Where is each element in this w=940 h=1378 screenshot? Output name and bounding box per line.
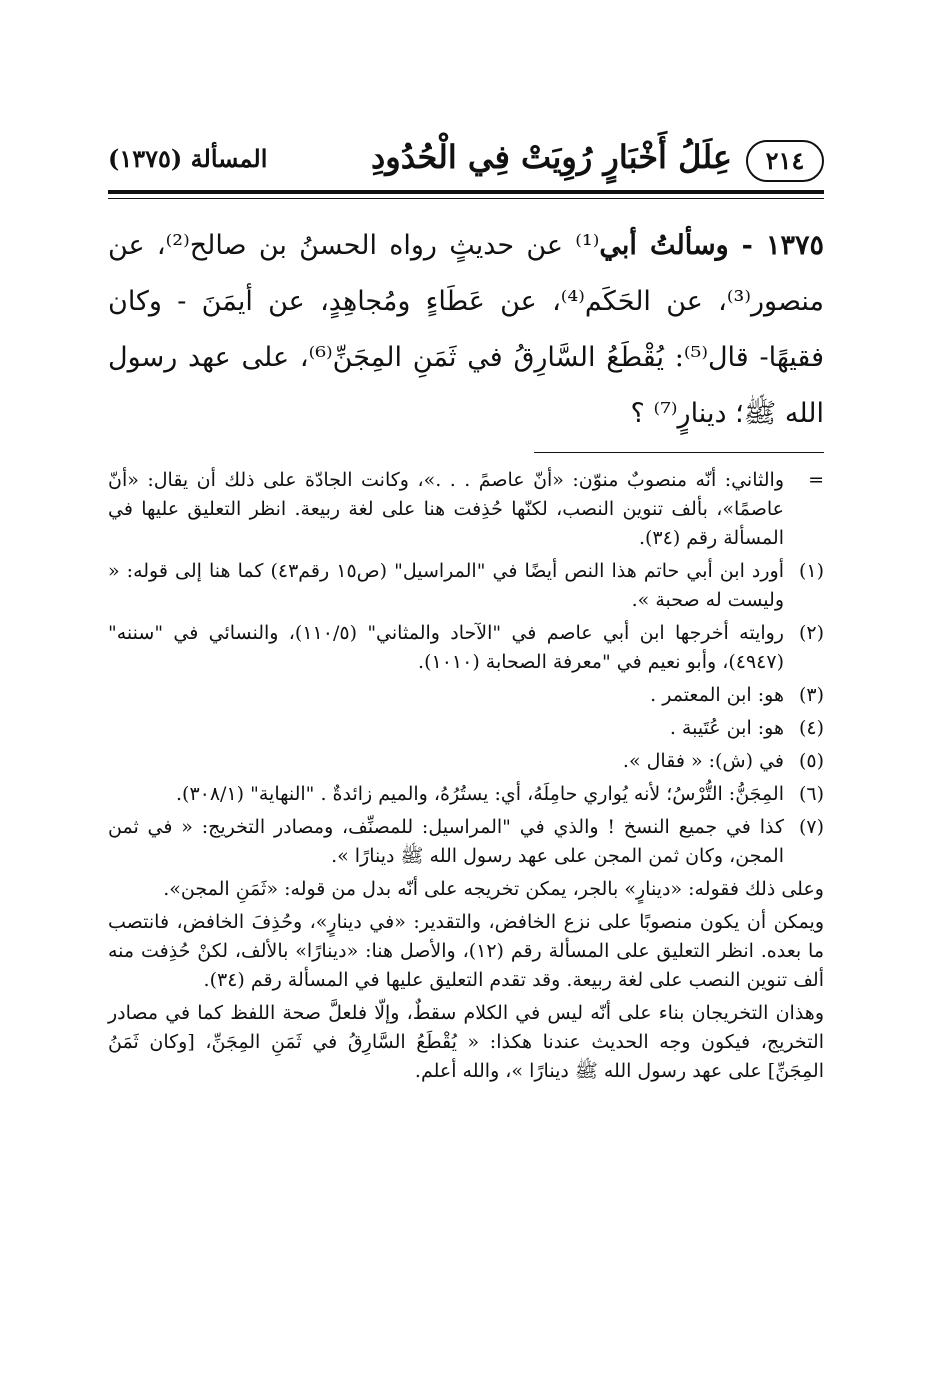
book-title: عِلَلُ أَخْبَارٍ رُوِيَتْ فِي الْحُدُودِ bbox=[370, 138, 732, 176]
footnote-paragraph: وهذان التخريجان بناء على أنّه ليس في الكلام سقطٌ، وإلّا فلعلَّ صحة اللفظ كما في مصادر التخريج، فيكون وجه الحديث عندنا هكذا: « يُقْطَعُ السَّارِقُ في ثَمَنِ المِجَنِّ، [وكان ثَمَنُ المِجَنِّ] على عهد رسول الله ﷺ دينارًا »، والله أعلم. bbox=[108, 1002, 824, 1082]
footnote-paragraph: ويمكن أن يكون منصوبًا على نزع الخافض، والتقدير: «في دينارٍ»، وحُذِفَ الخافض، فانتصب ما بعده. انظر التعليق على المسألة رقم (١٢)، والأصل هنا: «دينارًا» بالألف، لكنْ حُذِفت منه ألف تنوين النصب على لغة ربيعة. وقد تقدم التعليق عليها في المسألة رقم (٣٤). bbox=[108, 911, 824, 991]
footnote-item bbox=[108, 747, 824, 776]
footnote-number: (٢) bbox=[798, 622, 824, 644]
main-text bbox=[108, 218, 824, 442]
question-lead: ١٣٧٥ - وسألتُ أبي bbox=[599, 230, 824, 261]
footnote-item bbox=[108, 813, 824, 871]
footnote-number: (٤) bbox=[798, 717, 824, 739]
footnote-number: (٦) bbox=[798, 783, 824, 805]
footnote-text: والثاني: أنّه منصوبٌ منوّن: «أنّ عاصمً . . .»، وكانت الجادّة على ذلك أن يقال: «أنّ عاصمًا»، بألف تنوين النصب، لكنّها حُذِفت هنا على لغة ربيعة. انظر التعليق عليها في المسألة رقم (٣٤). bbox=[108, 469, 784, 549]
footnote-text: روايته أخرجها ابن أبي عاصم في "الآحاد والمثاني" (١١٠/٥)، والنسائي في "سننه" (٤٩٤٧)، وأبو نعيم في "معرفة الصحابة (١٠١٠). bbox=[108, 622, 784, 673]
footnote-text: هو: ابن المعتمر . bbox=[650, 684, 784, 706]
footnote-item bbox=[108, 681, 824, 710]
footnote-number: (٥) bbox=[798, 750, 824, 772]
footnote-item bbox=[108, 619, 824, 677]
footnote-number: (١) bbox=[798, 560, 824, 582]
main-paragraph bbox=[108, 218, 824, 442]
footnote-text: أورد ابن أبي حاتم هذا النص أيضًا في "المراسيل" (ص١٥ رقم٤٣) كما هنا إلى قوله: « وليست له صحبة ». bbox=[108, 560, 784, 611]
footnote-number: (٣) bbox=[798, 684, 824, 706]
footnote-item bbox=[108, 714, 824, 743]
continuation-mark: = bbox=[808, 469, 824, 491]
footnote-text: في (ش): « فقال ». bbox=[622, 750, 784, 772]
page-number: ٢١٤ bbox=[746, 140, 824, 182]
footnote-continuation bbox=[108, 466, 824, 553]
footnote-item bbox=[108, 557, 824, 615]
section-label: المسألة (١٣٧٥) bbox=[108, 144, 268, 173]
footnote-text: كذا في جميع النسخ ! والذي في "المراسيل: للمصنِّف، ومصادر التخريج: « في ثمن المجن، وكان ثمن المجن على عهد رسول الله ﷺ دينارًا ». bbox=[108, 816, 784, 867]
footnote-item bbox=[108, 780, 824, 809]
footnote-separator bbox=[534, 452, 824, 453]
question-body: ⁽¹⁾ عن حديثٍ رواه الحسنُ بن صالح⁽²⁾، عن منصور⁽³⁾، عن الحَكَم⁽⁴⁾، عن عَطَاءٍ ومُجاهِدٍ، عن أيمَنَ - وكان فقيهًا- قال⁽⁵⁾: يُقْطَعُ السَّارِقُ في ثَمَنِ المِجَنِّ⁽⁶⁾، على عهد رسول الله ﷺ؛ دينارٍ⁽⁷⁾ ؟ bbox=[108, 230, 824, 429]
footnote-text: المِجَنُّ: التُّرْسُ؛ لأنه يُواري حامِلَهُ، أي: يستُرُهُ، والميم زائدةٌ . "النهاية" (٣٠٨/١). bbox=[175, 783, 784, 805]
header-rule-thin bbox=[108, 198, 824, 199]
header-rule-thick bbox=[108, 190, 824, 194]
page-header bbox=[108, 130, 824, 190]
footnotes bbox=[108, 466, 824, 1090]
footnote-number: (٧) bbox=[798, 816, 824, 838]
footnote-text: هو: ابن عُتَيبة . bbox=[669, 717, 784, 739]
footnote-paragraph: وعلى ذلك فقوله: «دينارٍ» بالجر، يمكن تخريجه على أنّه بدل من قوله: «ثَمَنِ المجن». bbox=[163, 878, 824, 900]
